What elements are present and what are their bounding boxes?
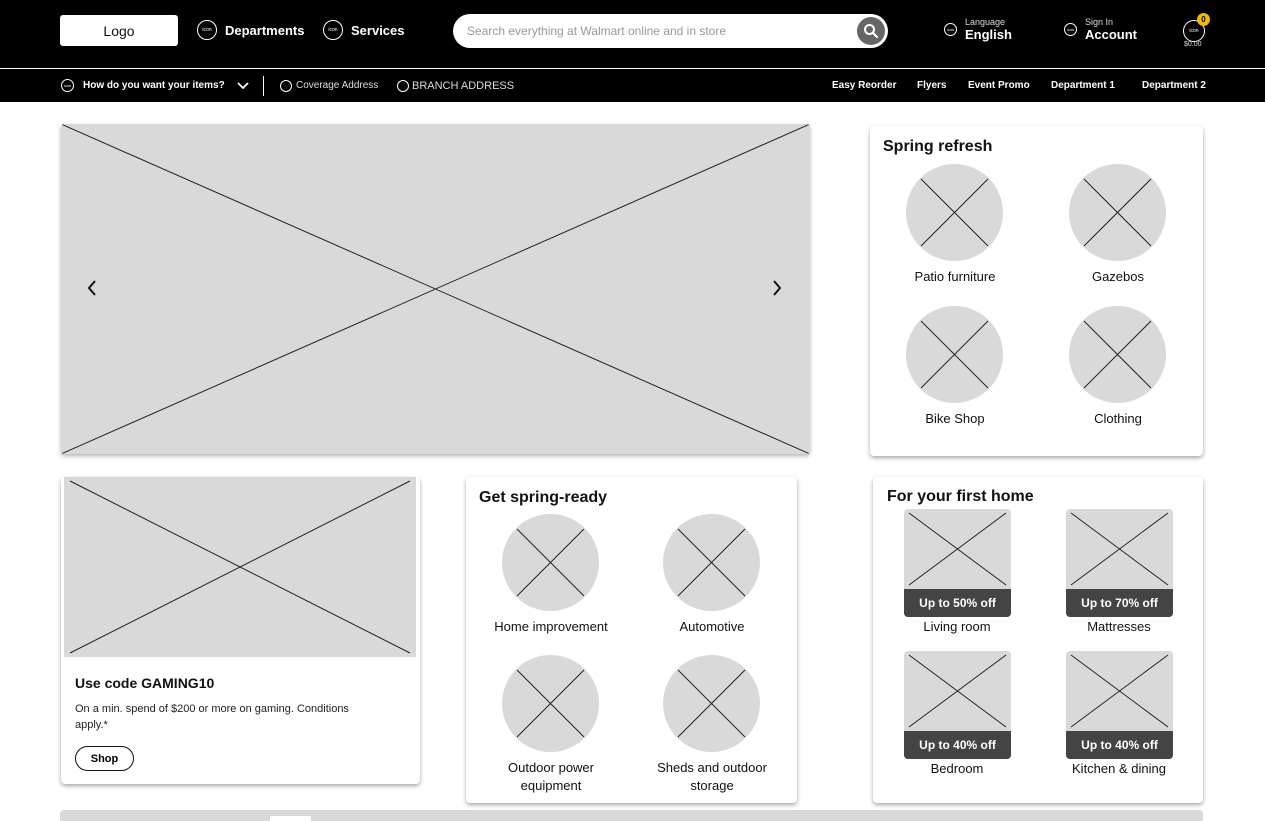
search-bar (453, 14, 888, 48)
shop-button[interactable]: Shop (75, 746, 134, 771)
clothing-image[interactable] (1069, 306, 1166, 403)
spring-refresh-card (870, 126, 1203, 456)
kitchen-dining-label[interactable]: Kitchen & dining (1072, 761, 1166, 776)
carousel-prev-button[interactable] (82, 278, 102, 298)
bike-shop-label[interactable]: Bike Shop (925, 411, 985, 426)
automotive-image[interactable] (663, 514, 760, 611)
first-home-title: For your first home (887, 488, 1034, 505)
automotive-label[interactable]: Automotive (679, 619, 745, 634)
account-menu[interactable] (1064, 17, 1137, 42)
language-value: English (965, 27, 1012, 42)
living-room-tile[interactable] (904, 509, 1011, 617)
coverage-address[interactable] (280, 69, 378, 102)
mattresses-label[interactable]: Mattresses (1087, 619, 1151, 634)
link-event-promo[interactable]: Event Promo (968, 80, 1030, 91)
patio-furniture-image[interactable] (906, 164, 1003, 261)
chevron-right-icon (772, 280, 782, 296)
sheds-storage-label[interactable]: Sheds and outdoor storage (657, 760, 767, 793)
link-department-2[interactable]: Department 2 (1142, 80, 1206, 91)
cart-total: $0.00 (1184, 41, 1202, 48)
branch-icon (397, 80, 409, 92)
bedroom-label[interactable]: Bedroom (930, 761, 984, 776)
cart-count-badge: 0 (1197, 13, 1210, 26)
account-label: Account (1085, 27, 1137, 42)
language-small-label: Language (965, 17, 1006, 27)
spring-ready-card (466, 477, 797, 803)
departments-menu[interactable] (197, 20, 304, 40)
patio-furniture-label[interactable]: Patio furniture (914, 269, 996, 284)
clothing-label[interactable]: Clothing (1094, 411, 1142, 426)
search-icon (863, 23, 879, 39)
departments-icon: icon (197, 20, 217, 40)
top-header (0, 0, 1265, 68)
delivery-method-selector[interactable] (61, 69, 249, 102)
spring-refresh-title: Spring refresh (883, 138, 993, 155)
sub-navigation (0, 69, 1265, 102)
deal-badge: Up to 70% off (1066, 589, 1173, 617)
coverage-icon (280, 80, 292, 92)
deal-badge: Up to 40% off (1066, 731, 1173, 759)
promo-title: Use code GAMING10 (75, 675, 215, 691)
cart-icon[interactable]: icon (1183, 20, 1205, 42)
branch-address[interactable] (397, 69, 514, 102)
promo-image-placeholder (64, 477, 416, 657)
bedroom-tile[interactable] (904, 651, 1011, 759)
services-menu[interactable] (323, 20, 405, 40)
coverage-label: Coverage Address (296, 80, 379, 91)
bike-shop-image[interactable] (906, 306, 1003, 403)
delivery-label: How do you want your items? (83, 80, 225, 91)
delivery-icon: icon (61, 79, 74, 92)
signin-label: Sign In (1085, 17, 1114, 27)
search-input[interactable] (467, 24, 847, 38)
branch-label: BRANCH ADDRESS (412, 79, 515, 92)
deal-badge: Up to 50% off (904, 589, 1011, 617)
link-department-1[interactable]: Department 1 (1051, 80, 1115, 91)
kitchen-dining-tile[interactable] (1066, 651, 1173, 759)
home-improvement-image[interactable] (502, 514, 599, 611)
logo[interactable]: Logo (60, 15, 178, 46)
language-selector[interactable] (944, 17, 1012, 42)
gazebos-image[interactable] (1069, 164, 1166, 261)
account-icon: icon (1064, 23, 1077, 36)
outdoor-power-label[interactable]: Outdoor power equipment (508, 760, 594, 793)
hero-carousel[interactable] (61, 124, 810, 454)
services-label: Services (351, 22, 405, 38)
sheds-storage-image[interactable] (663, 655, 760, 752)
search-button[interactable] (857, 17, 885, 45)
mattresses-tile[interactable] (1066, 509, 1173, 617)
services-icon: icon (323, 20, 343, 40)
chevron-down-icon (237, 82, 249, 90)
bottom-banner-placeholder (60, 810, 1203, 821)
spring-ready-title: Get spring-ready (479, 489, 608, 506)
outdoor-power-image[interactable] (502, 655, 599, 752)
carousel-next-button[interactable] (767, 278, 787, 298)
chevron-left-icon (87, 280, 97, 296)
subnav-divider (263, 76, 264, 96)
hero-image-placeholder (61, 124, 810, 454)
home-improvement-label[interactable]: Home improvement (494, 619, 608, 634)
promo-description: On a min. spend of $200 or more on gaming. Conditions apply.* (75, 703, 349, 731)
bottom-banner-tab (270, 816, 311, 821)
departments-label: Departments (225, 22, 305, 38)
living-room-label[interactable]: Living room (923, 619, 991, 634)
deal-badge: Up to 40% off (904, 731, 1011, 759)
link-easy-reorder[interactable]: Easy Reorder (832, 80, 897, 91)
gazebos-label[interactable]: Gazebos (1091, 269, 1145, 284)
link-flyers[interactable]: Flyers (917, 80, 947, 91)
language-icon: icon (944, 23, 957, 36)
